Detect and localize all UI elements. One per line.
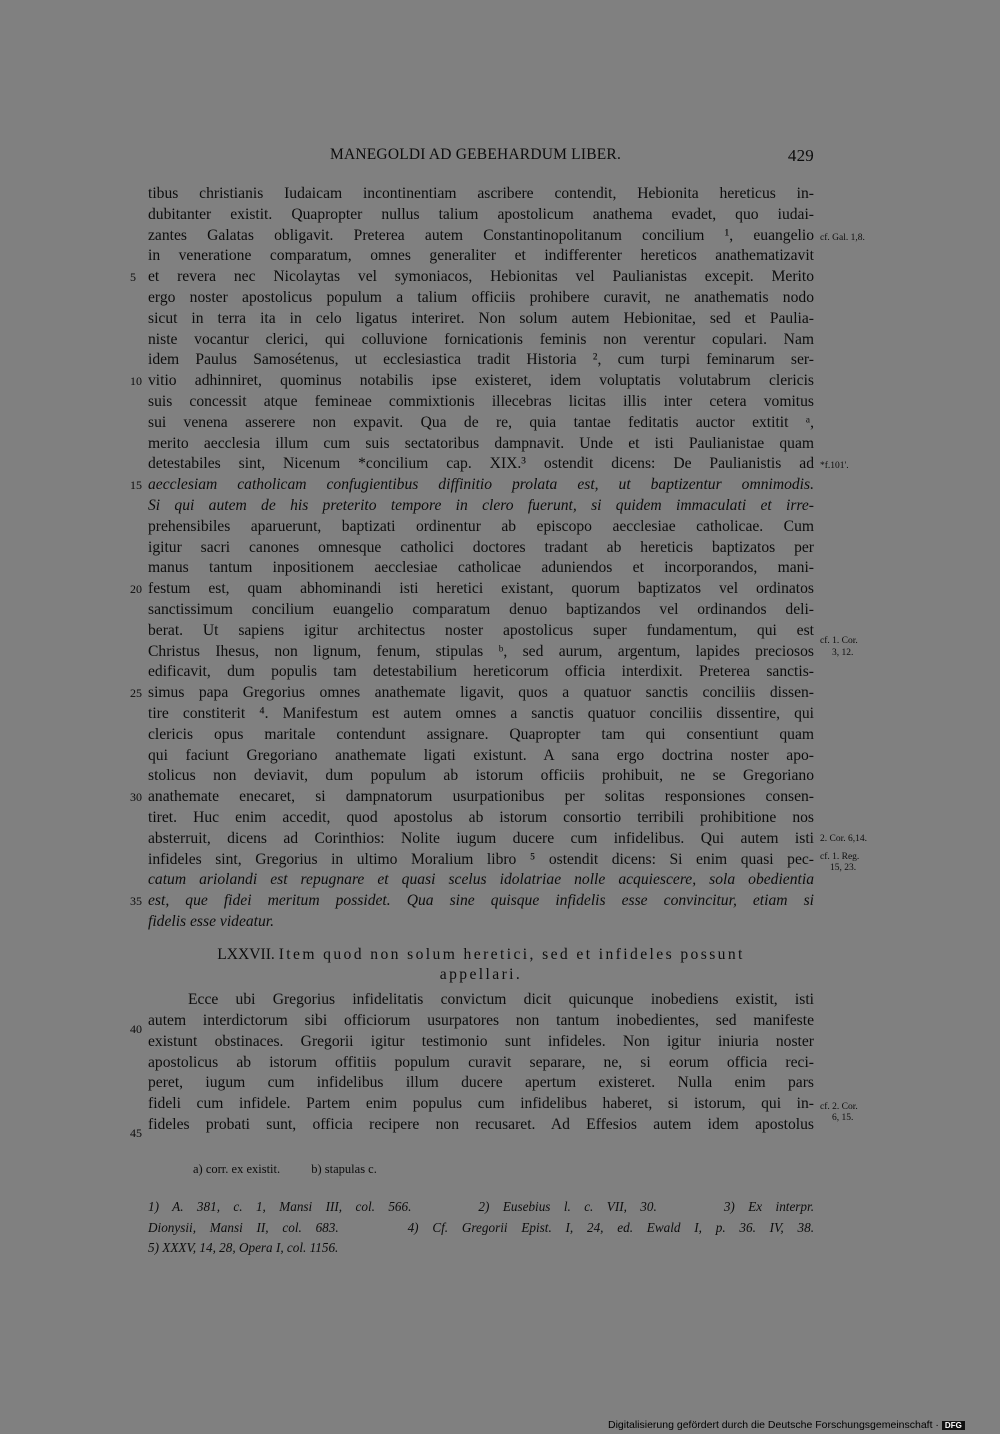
text-line: fideles probati sunt, officia recipere non recusaret. Ad Effesios autem idem apostolus	[148, 1116, 814, 1134]
text-line: zantes Galatas obligavit. Preterea autem Constantinopolitanum concilium ¹, euangelio	[148, 226, 814, 244]
line-number: 35	[130, 894, 142, 908]
marginal-note: 6, 15.	[832, 1113, 854, 1123]
text-line: qui faciunt Gregoriano anathemate ligati existunt. A sana ergo doctrina noster apo-	[148, 746, 814, 764]
running-title: MANEGOLDI AD GEBEHARDUM LIBER.	[330, 146, 622, 163]
text-line: Ecce ubi Gregorius infidelitatis convictum dicit quicunque inobediens existit, isti	[188, 991, 814, 1009]
chapter-heading-line: Item quod non solum heretici, sed et infideles possunt	[278, 945, 745, 963]
text-line: fideli cum infidele. Partem enim populus cum infidelibus haberet, si istorum, qui in-	[148, 1095, 814, 1113]
text-line: absterruit, dicens ad Corinthios: Nolite iugum ducere cum infidelibus. Qui autem isti	[148, 829, 814, 847]
text-line: ergo noster apostolicus populum a talium officiis prohibere curavit, ne anathematis nodo	[148, 288, 814, 306]
text-line: infideles sint, Gregorius in ultimo Moralium libro ⁵ ostendit dicens: Si enim quasi pec-	[148, 850, 814, 868]
text-line: idem Paulus Samosétenus, ut ecclesiastica tradit Historia ², cum turpi feminarum ser-	[148, 351, 814, 369]
text-line: igitur sacri canones omnesque catholici doctores tradant ab hereticis baptizatos per	[148, 538, 814, 556]
line-number: 25	[130, 686, 142, 700]
text-line: festum est, quam abhominandi isti heretici existant, quorum baptizatos vel ordinatos	[148, 580, 814, 598]
marginal-note: 3, 12.	[832, 648, 854, 658]
running-header	[148, 146, 814, 168]
chapter-heading-line: appellari.	[439, 966, 523, 984]
apparatus-note: a) corr. ex existit.	[193, 1162, 281, 1176]
marginal-note: cf. 2. Cor.	[820, 1102, 858, 1112]
marginal-note: cf. 1. Cor.	[820, 636, 858, 646]
text-line: detestabiles sint, Nicenum *concilium cap. XIX.³ ostendit dicens: De Paulianistis ad	[148, 455, 814, 473]
chapter-heading	[148, 945, 814, 966]
footnote-line: 1) A. 381, c. 1, Mansi III, col. 566. 2) Eusebius l. c. VII, 30. 3) Ex interpr.	[148, 1199, 814, 1214]
apparatus-note: b) stapulas c.	[311, 1162, 377, 1176]
text-line: sanctissimum concilium euangelio comparatum denuo baptizandos vel ordinandos deli-	[148, 600, 814, 618]
credit-text: Digitalisierung gefördert durch die Deutsche Forschungsgemeinschaft ·	[608, 1419, 939, 1431]
text-line: prehensibiles aparuerunt, baptizati ordinentur ab episcopo aecclesiae catholicae. Cum	[148, 517, 814, 535]
text-line: berat. Ut sapiens igitur architectus noster apostolicus super fundamentum, qui est	[148, 621, 814, 639]
line-number: 20	[130, 582, 142, 596]
text-line-quote: Si qui autem de his preterito tempore in clero fuerunt, si quidem immaculati et irre-	[148, 496, 814, 514]
text-line: stolicus non deviavit, dum populum ab istorum officiis prohibuit, ne se Gregoriano	[148, 767, 814, 785]
text-line: dubitanter existit. Quapropter nullus talium apostolicum anathema evadet, quo iudai-	[148, 205, 814, 223]
text-line-quote: catum ariolandi est repugnare et quasi scelus idolatriae nolle acquiescere, sola obedientia	[148, 871, 814, 889]
footnote-line: 5) XXXV, 14, 28, Opera I, col. 1156.	[148, 1240, 339, 1255]
text-line-quote: aecclesiam catholicam confugientibus diffinitio prolata est, ut baptizentur omnimodis.	[148, 476, 814, 494]
footnote-line: Dionysii, Mansi II, col. 683. 4) Cf. Gregorii Epist. I, 24, ed. Ewald I, p. 36. IV, 38.	[148, 1219, 814, 1235]
text-line: Christus Ihesus, non lignum, fenum, stipulas ᵇ, sed aurum, argentum, lapides preciosos	[148, 642, 814, 660]
text-line: edificavit, dum populis tam detestabilium hereticorum officia interdixit. Preterea sanctis-	[148, 663, 814, 681]
text-line: manus tantum inpositionem aecclesiae catholicae aduniendos et incorporandos, mani-	[148, 559, 814, 577]
text-line: clericis opus maritale contendunt assignare. Quapropter tam qui consentiunt quam	[148, 725, 814, 743]
text-line: tiret. Huc enim accedit, quod apostolus ab istorum consortio terribili prohibitione nos	[148, 808, 814, 826]
text-line-quote: fidelis esse videatur.	[148, 912, 275, 930]
text-line: merito aecclesia illum cum suis sectatoribus dampnavit. Unde et isti Paulianistae quam	[148, 434, 814, 452]
text-line: vitio adhinniret, quominus notabilis ipse existeret, idem voluptatis volutabrum clericis	[148, 372, 814, 390]
chapter-number: LXXVII.	[217, 945, 275, 963]
marginal-note: cf. Gal. 1,8.	[820, 233, 865, 243]
footnotes	[148, 1197, 814, 1259]
line-number: 5	[130, 270, 136, 284]
line-number: 15	[130, 478, 142, 492]
text-line: apostolicus ab istorum offitiis populum curavit separare, ne, si eorum officia reci-	[148, 1053, 814, 1071]
text-line: sicut in terra ita in celo ligatus interiret. Non solum autem Hebionitae, sed et Paulia-	[148, 309, 814, 327]
text-line: in veneratione comparatum, omnes generaliter et indifferenter hereticos anathematizavit	[148, 247, 814, 265]
text-line-quote: est, que fidei meritum possidet. Qua sine quisque infidelis esse convincitur, etiam si	[148, 892, 814, 910]
text-line: existunt obstinaces. Gregorii igitur testimonio sunt infideles. Non igitur iniuria noster	[148, 1032, 814, 1050]
main-text	[148, 184, 814, 1136]
text-line: et revera nec Nicolaytas vel symoniacos, Hebionitas vel Paulianistas excepit. Merito	[148, 268, 814, 286]
line-number: 45	[130, 1126, 142, 1140]
text-line: suis concessit atque femineae commixtionis illecebras licitas illis inter cetera vomitus	[148, 392, 814, 410]
text-line: anathemate enecaret, si dampnatorum usurpationibus per solitas responsiones consen-	[148, 788, 814, 806]
text-line: simus papa Gregorius omnes anathemate ligavit, quos a quatuor sanctis conciliis dissen-	[148, 684, 814, 702]
text-line: niste vocantur clerici, qui colluvione fornicationis feminis non verentur copulari. Nam	[148, 330, 814, 348]
text-line: tibus christianis Iudaicam incontinentiam ascribere contendit, Hebionita hereticus in-	[148, 185, 814, 202]
marginal-note: 15, 23.	[830, 863, 857, 873]
textual-apparatus	[193, 1162, 405, 1177]
digitization-credit	[608, 1419, 965, 1431]
line-number: 40	[130, 1022, 142, 1036]
text-line: tire constiterit ⁴. Manifestum est autem omnes a sanctis quatuor conciliis dissentire, qui	[148, 704, 814, 722]
text-line: sui venena asserere non expavit. Qua de re, quia tantae feditatis auctor extitit ᵃ,	[148, 413, 814, 431]
marginal-note: *f.101'.	[820, 461, 849, 471]
text-line: peret, iugum cum infidelibus illum ducere apertum existeret. Nulla enim pars	[148, 1074, 814, 1092]
marginal-note: 2. Cor. 6,14.	[820, 834, 867, 844]
marginal-note: cf. 1. Reg.	[820, 852, 860, 862]
line-number: 10	[130, 374, 142, 388]
line-number: 30	[130, 790, 142, 804]
text-line: autem interdictorum sibi officiorum usurpatores non tantum inobedientes, sed manifeste	[148, 1012, 814, 1030]
dfg-logo: DFG	[942, 1421, 965, 1430]
page-number: 429	[787, 146, 814, 165]
